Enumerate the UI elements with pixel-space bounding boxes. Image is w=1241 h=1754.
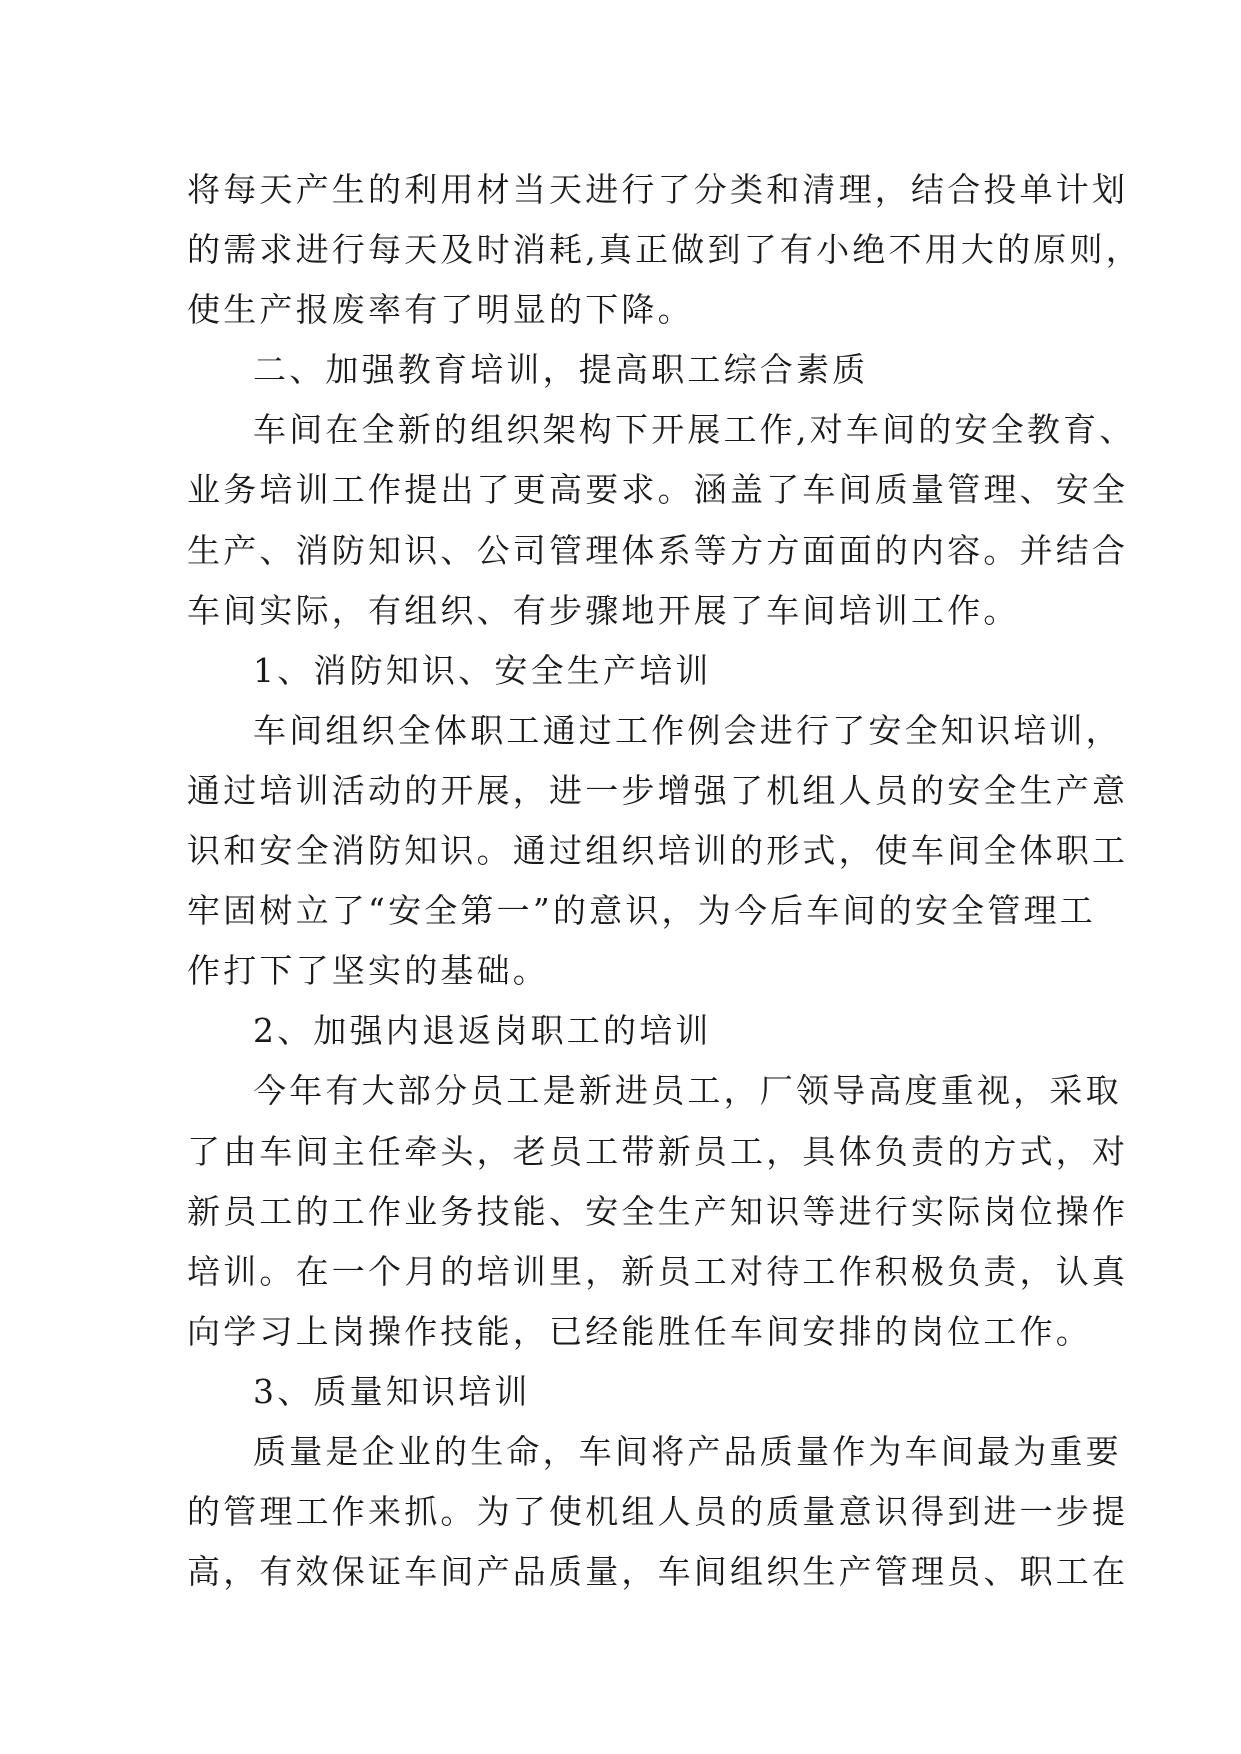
subsection-heading: 2、加强内退返岗职工的培训 [253, 1011, 712, 1051]
text-line: 高，有效保证车间产品质量，车间组织生产管理员、职工在 [187, 1552, 1129, 1592]
paragraph-start: 车间组织全体职工通过工作例会进行了安全知识培训， [253, 710, 1122, 750]
text-line: 车间实际，有组织、有步骤地开展了车间培训工作。 [187, 590, 1020, 630]
paragraph-start: 质量是企业的生命，车间将产品质量作为车间最为重要 [253, 1431, 1122, 1471]
text-line: 向学习上岗操作技能，已经能胜任车间安排的岗位工作。 [187, 1311, 1092, 1351]
paragraph-start: 今年有大部分员工是新进员工，厂领导高度重视，采取 [253, 1071, 1122, 1111]
text-line: 新员工的工作业务技能、安全生产知识等进行实际岗位操作 [187, 1191, 1129, 1231]
text-line: 通过培训活动的开展，进一步增强了机组人员的安全生产意 [187, 770, 1129, 810]
paragraph-start: 车间在全新的组织架构下开展工作,对车间的安全教育、 [253, 410, 1136, 450]
section-heading: 二、加强教育培训，提高职工综合素质 [253, 350, 869, 390]
text-line: 牢固树立了“安全第一”的意识，为今后车间的安全管理工 [187, 891, 1096, 931]
text-line: 生产、消防知识、公司管理体系等方方面面的内容。并结合 [187, 530, 1129, 570]
text-line: 的管理工作来抓。为了使机组人员的质量意识得到进一步提 [187, 1492, 1129, 1532]
subsection-heading: 1、消防知识、安全生产培训 [253, 650, 712, 690]
text-line: 作打下了坚实的基础。 [187, 951, 549, 991]
text-line: 了由车间主任牵头，老员工带新员工，具体负责的方式，对 [187, 1131, 1129, 1171]
text-line: 使生产报废率有了明显的下降。 [187, 290, 694, 330]
text-line: 培训。在一个月的培训里，新员工对待工作积极负责，认真 [187, 1251, 1129, 1291]
text-line: 识和安全消防知识。通过组织培训的形式，使车间全体职工 [187, 831, 1129, 871]
document-body [187, 160, 1142, 1602]
text-line: 业务培训工作提出了更高要求。涵盖了车间质量管理、安全 [187, 470, 1129, 510]
text-line: 将每天产生的利用材当天进行了分类和清理，结合投单计划 [187, 170, 1129, 209]
subsection-heading: 3、质量知识培训 [253, 1371, 531, 1411]
text-line: 的需求进行每天及时消耗,真正做到了有小绝不用大的原则， [187, 230, 1142, 270]
